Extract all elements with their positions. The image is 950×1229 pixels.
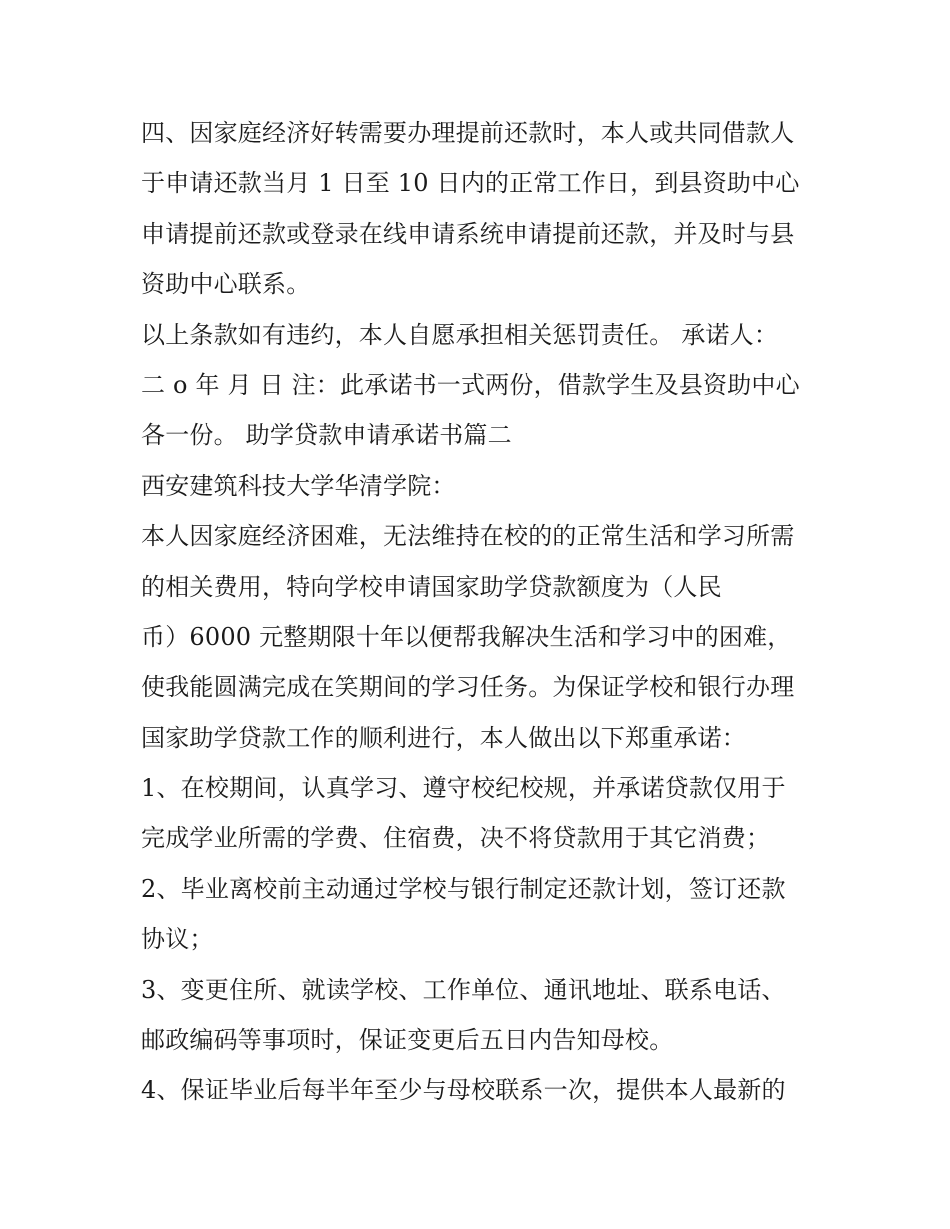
text-line: 二 o 年 月 日 注：此承诺书一式两份，借款学生及县资助中心 [141,370,800,399]
text-line: 资助中心联系。 [141,270,311,299]
text-line: 4、保证毕业后每半年至少与母校联系一次，提供本人最新的 [141,1076,786,1105]
text-line: 使我能圆满完成在笑期间的学习任务。为保证学校和银行办理 [141,673,795,702]
text-line: 以上条款如有违约，本人自愿承担相关惩罚责任。 承诺人： [141,320,779,349]
text-line: 2、毕业离校前主动通过学校与银行制定还款计划，签订还款 [141,874,786,903]
text-line: 西安建筑科技大学华清学院： [141,471,456,500]
text-line: 国家助学贷款工作的顺利进行，本人做出以下郑重承诺： [141,723,746,752]
text-line: 币）6000 元整期限十年以便帮我解决生活和学习中的困难， [141,622,792,651]
text-line: 完成学业所需的学费、住宿费，决不将贷款用于其它消费； [141,824,771,853]
text-line: 的相关费用，特向学校申请国家助学贷款额度为（人民 [141,572,722,601]
text-line: 申请提前还款或登录在线申请系统申请提前还款，并及时与县 [141,219,795,248]
document-body [141,108,841,1116]
text-line: 1、在校期间，认真学习、遵守校纪校规，并承诺贷款仅用于 [141,774,786,803]
text-line: 协议； [141,925,214,954]
text-line: 邮政编码等事项时，保证变更后五日内告知母校。 [141,1026,674,1055]
text-line: 本人因家庭经济困难，无法维持在校的的正常生活和学习所需 [141,522,795,551]
text-line: 各一份。 助学贷款申请承诺书篇二 [141,421,512,450]
text-line: 3、变更住所、就读学校、工作单位、通讯地址、联系电话、 [141,975,786,1004]
text-line: 于申请还款当月 1 日至 10 日内的正常工作日，到县资助中心 [141,169,800,198]
text-line: 四、因家庭经济好转需要办理提前还款时，本人或共同借款人 [141,119,795,147]
